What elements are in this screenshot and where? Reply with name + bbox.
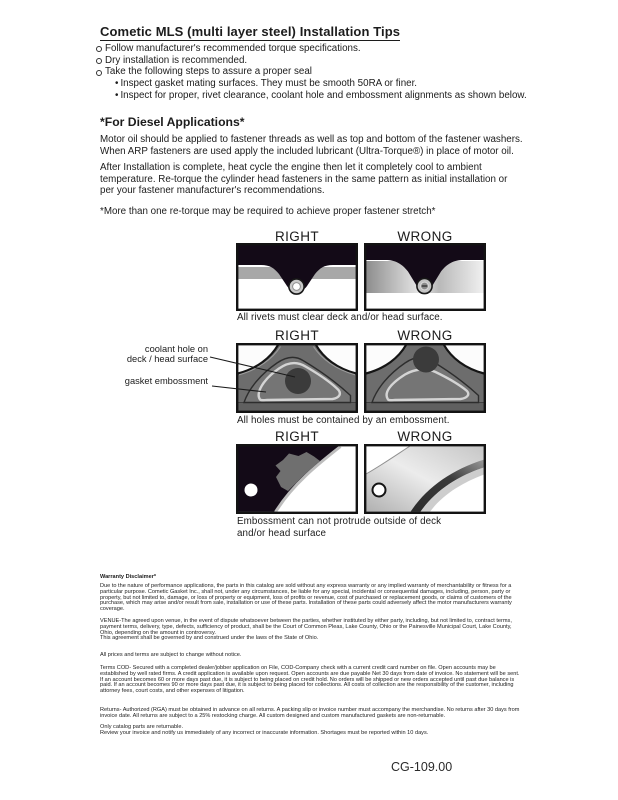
catalog-line: Only catalog parts are returnable. [100, 724, 184, 730]
prices-line: All prices and terms are subject to change without notice. [100, 652, 242, 658]
installation-tips-list [96, 43, 527, 102]
row2-caption: All holes must be contained by an embossment. [237, 415, 450, 426]
tip-text: Follow manufacturer's recommended torque specifications. [105, 43, 361, 54]
list-item [96, 43, 527, 55]
diagram-row1-wrong-panel [364, 243, 486, 311]
row1-caption: All rivets must clear deck and/or head surface. [237, 312, 443, 323]
venue-text: VENUE-The agreed upon venue, in the event of dispute whatsoever between the parties, whether instituted by either party, including, but not limited to, contract terms, payment terms, delivery, type, defects, sufficiency of product, shall be the Court of Common Pleas, Lake County, Ohio or the Painesville Municipal Court, Lake County, Ohio, depending on the amount in controversy. [100, 618, 512, 636]
caption-line: Embossment can not protrude outside of deck [237, 516, 442, 527]
open-bullet-icon [96, 58, 102, 64]
caption-line: and/or head surface [237, 528, 327, 539]
catalog-returns-note [100, 725, 521, 737]
governed-text: This agreement shall be governed by and construed under the laws of the State of Ohio. [100, 635, 319, 642]
row1-right-label: RIGHT [275, 229, 319, 244]
diesel-applications-heading: *For Diesel Applications* [100, 115, 245, 129]
row3-right-label: RIGHT [275, 429, 319, 444]
list-item [96, 55, 527, 67]
retorque-note: *More than one re-torque may be required to achieve proper fastener stretch* [100, 206, 436, 217]
diagram-row3-right-panel [236, 444, 358, 514]
tip-text: • Inspect for proper, rivet clearance, coolant hole and embossment alignments as shown below. [115, 90, 527, 102]
list-item [96, 66, 527, 78]
row2-wrong-label: WRONG [397, 328, 453, 343]
tip-text: Dry installation is recommended. [105, 54, 248, 66]
terms-paragraph: Terms COD- Secured with a completed dealer/jobber application on File, COD-Company check with a current credit card number on file. Open accounts may be established by well rated firms. A credit application is available upon request. Open accounts are due payable Net 30 days from date of invoice. No statement will be sent. If an account becomes 60 or more days past due, it is subject to being placed on credit hold. No orders will be shipped or new orders accepted until past due balance is paid. If an account becomes 90 or more days past due, it is subject to being placed for collections. All costs of collection are the responsibility of the customer, including attorney fees, court costs, and other expenses of litigation. [100, 665, 520, 695]
list-item [115, 90, 527, 102]
diesel-paragraph-1: Motor oil should be applied to fastener threads as well as top and bottom of the fastener washers. When ARP fasteners are used apply the included lubricant (Ultra-Torque®) in place of motor oil. [100, 134, 523, 157]
diagram-row1-right-panel [236, 243, 358, 311]
gasket-embossment-label: gasket embossment [124, 376, 208, 386]
row3-wrong-label: WRONG [397, 429, 453, 444]
warranty-paragraph: Due to the nature of performance applications, the parts in this catalog are sold without any express warranty or any implied warranty of merchantability or fitness for a particular purpose. Cometic Gasket Inc., shall not, under any circumstances, be liable for any special, incidental or consequential damages, including, person, party or property, but not limited to, damage, or loss of property or equipment, loss of profits or revenue, cost of purchased or replacement goods, or claims of customers of the purchase, which may arise and/or result from sale, installation or use of these parts. Installation of these parts could adversely affect the motor manufacturers warranty coverage. [100, 583, 512, 613]
warranty-disclaimer-heading: Warranty Disclaimer* [100, 574, 157, 580]
diagram-row2-right-panel [236, 343, 358, 413]
row3-caption [237, 516, 527, 540]
row1-wrong-label: WRONG [397, 229, 453, 244]
tip-text: • Inspect gasket mating surfaces. They must be smooth 50RA or finer. [115, 78, 417, 90]
coolant-hole-label [110, 345, 208, 364]
open-bullet-icon [96, 46, 102, 52]
label-line: coolant hole on [144, 344, 208, 354]
tip-text: Take the following steps to assure a proper seal [105, 66, 312, 78]
diagram-row3-wrong-panel [364, 444, 486, 514]
page-title: Cometic MLS (multi layer steel) Installation Tips [100, 24, 401, 39]
list-item [115, 78, 527, 90]
page-part-number: CG-109.00 [391, 760, 453, 774]
diagram-row2-wrong-panel [364, 343, 486, 413]
label-line: deck / head surface [126, 353, 208, 364]
row2-right-label: RIGHT [275, 328, 319, 343]
diesel-paragraph-2: After Installation is complete, heat cycle the engine then let it completely cool to ambient temperature. Re-torque the cylinder head fasteners in the same pattern as initial installation or per your fastener manufacturer's recommendations. [100, 162, 508, 197]
open-bullet-icon [96, 70, 102, 76]
venue-paragraph [100, 619, 521, 642]
review-line: Review your invoice and notify us immediately of any incorrect or inaccurate information. Shortages must be reported within 10 days. [100, 729, 429, 736]
returns-paragraph: Returns- Authorized (RGA) must be obtained in advance on all returns. A packing slip or invoice number must accompany the merchandise. No returns after 30 days from invoice date. All returns are subject to a 25% restocking charge. All custom designed and custom manufactured gaskets are non-returnable. [100, 707, 520, 719]
